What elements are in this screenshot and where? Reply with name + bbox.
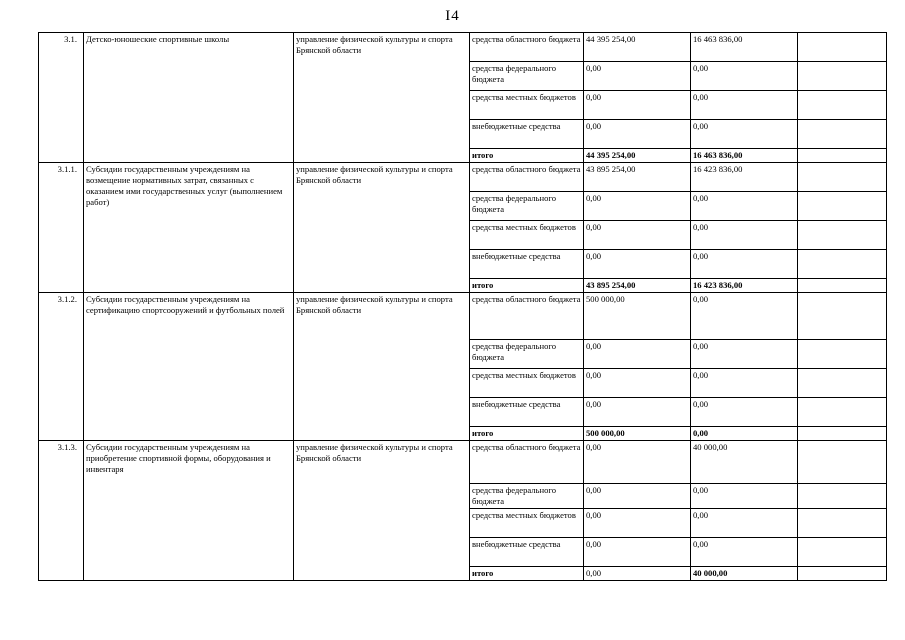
empty-cell: [798, 33, 887, 62]
activity-name: Субсидии государственным учреждениям на возмещение нормативных затрат, связанных с оказанием ими государственных услуг (выполнением работ): [84, 163, 294, 293]
total-label: итого: [470, 427, 584, 441]
empty-cell: [798, 293, 887, 340]
total-amount-col1: 500 000,00: [584, 427, 691, 441]
amount-col2: 16 423 836,00: [691, 163, 798, 192]
empty-cell: [798, 567, 887, 581]
funding-source: средства областного бюджета: [470, 441, 584, 484]
funding-source: средства местных бюджетов: [470, 509, 584, 538]
executor: управление физической культуры и спорта Брянской области: [294, 293, 470, 441]
funding-source: средства местных бюджетов: [470, 221, 584, 250]
total-amount-col2: 0,00: [691, 427, 798, 441]
row-code: 3.1.1.: [39, 163, 84, 293]
funding-source: средства федерального бюджета: [470, 62, 584, 91]
amount-col1: 0,00: [584, 484, 691, 509]
executor: управление физической культуры и спорта Брянской области: [294, 33, 470, 163]
funding-source: внебюджетные средства: [470, 538, 584, 567]
row-code: 3.1.3.: [39, 441, 84, 581]
amount-col2: 0,00: [691, 398, 798, 427]
total-label: итого: [470, 567, 584, 581]
amount-col1: 0,00: [584, 538, 691, 567]
total-amount-col1: 43 895 254,00: [584, 279, 691, 293]
amount-col2: 0,00: [691, 340, 798, 369]
empty-cell: [798, 509, 887, 538]
amount-col2: 0,00: [691, 509, 798, 538]
amount-col1: 0,00: [584, 509, 691, 538]
amount-col1: 0,00: [584, 250, 691, 279]
empty-cell: [798, 149, 887, 163]
table-row: [39, 163, 887, 192]
total-amount-col1: 0,00: [584, 567, 691, 581]
empty-cell: [798, 484, 887, 509]
table-row: [39, 33, 887, 62]
executor: управление физической культуры и спорта Брянской области: [294, 163, 470, 293]
amount-col1: 0,00: [584, 192, 691, 221]
empty-cell: [798, 279, 887, 293]
amount-col1: 0,00: [584, 62, 691, 91]
funding-source: внебюджетные средства: [470, 250, 584, 279]
amount-col2: 0,00: [691, 62, 798, 91]
empty-cell: [798, 192, 887, 221]
amount-col2: 16 463 836,00: [691, 33, 798, 62]
empty-cell: [798, 221, 887, 250]
funding-source: средства федерального бюджета: [470, 340, 584, 369]
amount-col1: 0,00: [584, 120, 691, 149]
total-amount-col2: 16 423 836,00: [691, 279, 798, 293]
activity-name: Субсидии государственным учреждениям на сертификацию спортсооружений и футбольных полей: [84, 293, 294, 441]
funding-source: средства местных бюджетов: [470, 91, 584, 120]
executor: управление физической культуры и спорта Брянской области: [294, 441, 470, 581]
funding-source: средства областного бюджета: [470, 33, 584, 62]
total-amount-col1: 44 395 254,00: [584, 149, 691, 163]
row-code: 3.1.: [39, 33, 84, 163]
amount-col1: 0,00: [584, 340, 691, 369]
amount-col1: 0,00: [584, 441, 691, 484]
amount-col1: 0,00: [584, 398, 691, 427]
empty-cell: [798, 163, 887, 192]
empty-cell: [798, 441, 887, 484]
amount-col1: 0,00: [584, 91, 691, 120]
funding-source: средства федерального бюджета: [470, 484, 584, 509]
activity-name: Субсидии государственным учреждениям на приобретение спортивной формы, оборудования и инвентаря: [84, 441, 294, 581]
amount-col2: 0,00: [691, 538, 798, 567]
empty-cell: [798, 538, 887, 567]
amount-col2: 0,00: [691, 120, 798, 149]
amount-col2: 0,00: [691, 484, 798, 509]
total-label: итого: [470, 279, 584, 293]
amount-col2: 40 000,00: [691, 441, 798, 484]
amount-col2: 0,00: [691, 250, 798, 279]
amount-col2: 0,00: [691, 91, 798, 120]
empty-cell: [798, 120, 887, 149]
empty-cell: [798, 340, 887, 369]
funding-source: средства местных бюджетов: [470, 369, 584, 398]
total-amount-col2: 40 000,00: [691, 567, 798, 581]
empty-cell: [798, 62, 887, 91]
funding-source: средства областного бюджета: [470, 293, 584, 340]
amount-col2: 0,00: [691, 221, 798, 250]
total-amount-col2: 16 463 836,00: [691, 149, 798, 163]
funding-source: внебюджетные средства: [470, 120, 584, 149]
amount-col1: 500 000,00: [584, 293, 691, 340]
amount-col1: 44 395 254,00: [584, 33, 691, 62]
amount-col1: 0,00: [584, 369, 691, 398]
activity-name: Детско-юношеские спортивные школы: [84, 33, 294, 163]
amount-col1: 43 895 254,00: [584, 163, 691, 192]
table-row: [39, 441, 887, 484]
empty-cell: [798, 369, 887, 398]
table-row: [39, 293, 887, 340]
budget-table: [38, 32, 887, 581]
amount-col1: 0,00: [584, 221, 691, 250]
funding-source: внебюджетные средства: [470, 398, 584, 427]
amount-col2: 0,00: [691, 192, 798, 221]
funding-source: средства федерального бюджета: [470, 192, 584, 221]
page-number: I4: [445, 8, 460, 24]
empty-cell: [798, 427, 887, 441]
empty-cell: [798, 91, 887, 120]
amount-col2: 0,00: [691, 369, 798, 398]
amount-col2: 0,00: [691, 293, 798, 340]
row-code: 3.1.2.: [39, 293, 84, 441]
funding-source: средства областного бюджета: [470, 163, 584, 192]
empty-cell: [798, 398, 887, 427]
total-label: итого: [470, 149, 584, 163]
empty-cell: [798, 250, 887, 279]
